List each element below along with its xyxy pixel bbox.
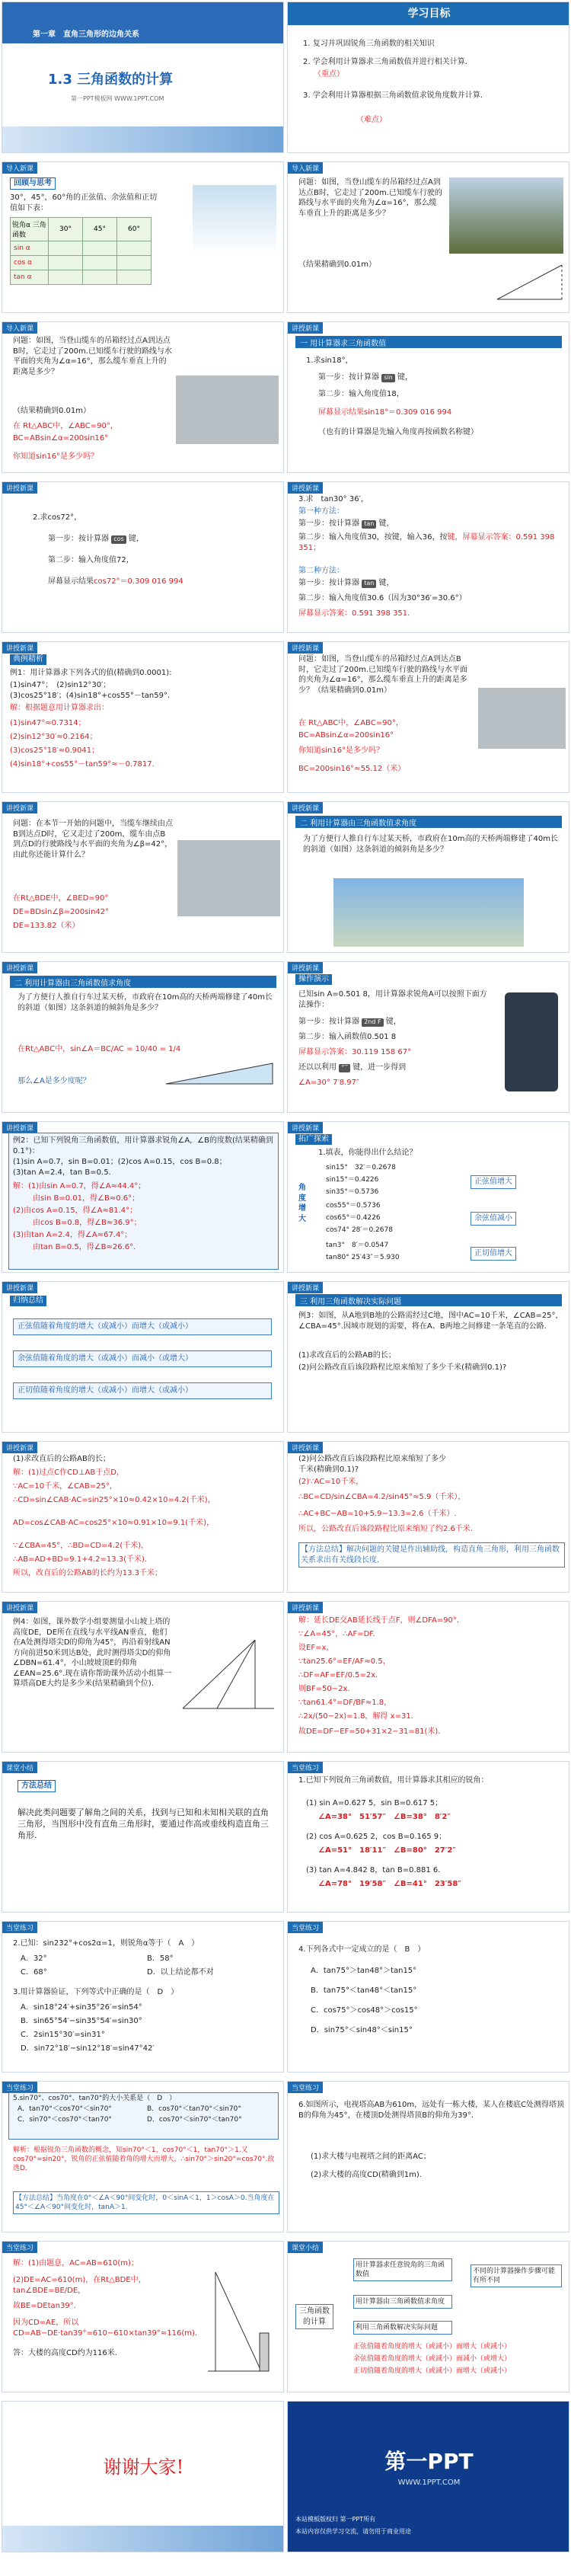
answer-3: 你知道sin16°是多少吗？ [298, 746, 384, 755]
step-1-text: 第一步：按计算器 [298, 1018, 359, 1026]
step-4: 所以，公路改直后该段路程比原来缩短了约2.6千米. [298, 1525, 474, 1533]
slide-16 [287, 1121, 569, 1273]
section-tag: 讲授新课 [288, 482, 323, 494]
ramp-diagram [162, 1057, 276, 1088]
problem-text: 为了方便行人推自行车过某天桥，市政府在10m高的天桥两端修建了40m长的斜道（如图）这条斜道的倾斜角是多少？ [303, 835, 558, 854]
answer-2: DE=BDsin∠β=200sin42° [13, 908, 110, 916]
slide-14 [287, 961, 569, 1113]
question-2: (3)cos25°18′；(4)sin18°+cos55°－tan59°. [10, 692, 171, 700]
section-tag: 讲授新课 [288, 1122, 323, 1133]
question-1: (1)求大楼与电视塔之间的距离AC； [311, 2153, 431, 2161]
section-tag: 当堂练习 [2, 2082, 37, 2093]
slide-13 [2, 961, 284, 1113]
answer-4: (4)sin18°+cos55°－tan59°≈－0.7817. [10, 760, 155, 769]
slide-29 [2, 2241, 284, 2392]
step-7: ∵tan61.4°=DF/BF≈1.8， [298, 1699, 392, 1707]
step-3-text: 还以以利用 [298, 1063, 337, 1072]
q2-a: A．32° [21, 1954, 47, 1963]
q3-c: C．2sin15°30′=sin31° [21, 2031, 105, 2039]
col-60: 60° [117, 218, 152, 241]
slide-11 [2, 801, 284, 953]
example: 例4：如图，课外数学小组要测量小山坡上塔的高度DE，DE所在直线与水平线AN垂直，他们在A处测得塔尖D的仰角为45°，再沿着射线AN方向前进50米到达B处，此时测得塔尖D的仰角∠DBN=61.4°，小山坡坡顶E的仰角∠EAN=25.6°.现在请你帮助课外活动小组算一算塔高DE大约是多少米(结果精确到个位). [13, 1618, 172, 1688]
slide-15 [2, 1121, 284, 1273]
a2: ∠A=51° 18′11″ ∠B=80° 27′2″ [318, 1846, 456, 1855]
slide-28 [287, 2081, 569, 2232]
row-tan: tan α [11, 270, 49, 285]
slide-7 [2, 481, 284, 633]
thanks-text: 谢谢大家! [103, 2456, 184, 2478]
option-a: A．tan70°＜cos70°＜sin70° [18, 2105, 112, 2113]
slide-5 [2, 321, 284, 473]
step-1-suffix: 键， [128, 535, 144, 543]
slope-diagram [493, 257, 566, 303]
row-sin: sin α [11, 241, 49, 256]
problem-text: 问题：如图，当登山缆车的吊箱经过点A到达点B时，它走过了200m.已知缆车行驶的路线与水平面的夹角为∠α=16°，那么缆车垂直上升的距离是多少？（结果精确到0.01m） [298, 655, 468, 695]
example: 例3：如图，从A地到B地的公路需经过C地，图中AC=10千米，∠CAB=25°，∠CBA=45°.因城市规划的需要，将在A、B两地之间修建一条笔直的公路. [298, 1312, 563, 1331]
question-1: (1)求改直后的公路AB的长； [298, 1351, 396, 1360]
q2: 2.已知：sin232°+cos2α=1，则锐角α等于（ A ） [13, 1939, 199, 1948]
question: (2)问公路改直后该段路程比原来缩短了多少千米(精确到0.1)? [298, 1455, 447, 1474]
method-2: 第二种方法： [298, 567, 344, 575]
side-label: 角度增大 [298, 1184, 306, 1223]
footer-wave [2, 2526, 284, 2552]
result [48, 577, 183, 587]
head-label: 归纳总结 [10, 1296, 46, 1306]
section-tag: 课堂小结 [288, 2242, 323, 2253]
question: 1.填表，你能得出什么结论？ [318, 1149, 417, 1157]
section-tag: 当堂练习 [2, 1922, 37, 1933]
q2-d: D．以上结论都不对 [147, 1968, 214, 1977]
step-title: 1.求sin18°， [306, 356, 353, 365]
option-c: C．cos75°＞cos48°＞cos15° [311, 2006, 418, 2015]
option-c: C．sin70°＜cos70°＜tan70° [18, 2116, 112, 2124]
slide-18 [287, 1281, 569, 1433]
step-3: ∴AC+BC−AB=10+5.9−13.3=2.6（千米）. [298, 1510, 457, 1518]
footer-1: 本站模板版权归 第一PPT所有 [295, 2516, 376, 2523]
step-3 [298, 1063, 406, 1073]
answer-1: 在Rt△BDE中，∠BED=90° [13, 894, 109, 903]
mountain-photo [177, 840, 280, 916]
value-4: cos55°＝0.5736 [326, 1202, 381, 1210]
m1-step-1-suffix: 键， [378, 519, 394, 528]
q3-a: A．sin18°24′+sin35°26′=sin54° [21, 2003, 142, 2012]
answer-4: BC=200sin16°≈55.12（米） [298, 765, 406, 773]
head-label: 方法总结 [18, 1780, 56, 1792]
answer-1 [18, 1044, 180, 1055]
head-label: 操作演示 [295, 974, 332, 985]
goal-2-note: （重点） [314, 70, 344, 78]
value-7: tan3° 8′＝0.0547 [326, 1242, 389, 1249]
brand: 第一PPT [384, 2449, 474, 2474]
method-note: 【方法总结】解决问题的关键是作出辅助线，构造直角三角形，利用三角函数关系求出有关线段长度. [298, 1542, 565, 1568]
section-tag: 讲授新课 [2, 1122, 37, 1133]
slide-19 [2, 1441, 284, 1593]
slide-6 [287, 321, 569, 473]
answer-intro: 解：根据题意用计算器求出： [10, 704, 109, 712]
fraction: BC/AC = 10/40 = 1/4 [100, 1045, 181, 1053]
answer-5: (3)由tan A=2.4，得∠A≈67.4°； [13, 1231, 132, 1239]
slide-3 [2, 161, 284, 313]
answer-3: (3)cos25°18′≈0.9041； [10, 746, 100, 755]
option-a: A．tan75°＞tan48°＞tan15° [311, 1967, 417, 1975]
section-tag: 讲授新课 [288, 1602, 323, 1613]
conclusion: 答：大楼的高度CD约为116米. [13, 2349, 117, 2357]
section-tag: 讲授新课 [288, 802, 323, 813]
mountain-photo [478, 688, 566, 749]
step-2: (2)DE=AC=610(m)，在Rt△BDE中，tan∠BDE=BE/DE， [13, 2276, 146, 2295]
lesson-title: 1.3 三角函数的计算 [48, 72, 174, 88]
question: (1)求改直后的公路AB的长； [13, 1455, 110, 1463]
step-title: 2.求cos72°， [33, 513, 82, 522]
precision-note: （结果精确到0.01m） [298, 260, 377, 269]
slide-30 [287, 2241, 569, 2392]
bridge-photo [333, 878, 524, 947]
value-6: cos74° 28′＝0.2678 [326, 1226, 393, 1234]
step-1 [48, 534, 144, 545]
step-2: 第二步：输入角度值18， [318, 390, 404, 398]
slide-27 [2, 2081, 284, 2232]
question: 1.已知下列锐角三角函数值，用计算器求其相应的锐角： [298, 1776, 489, 1785]
q3: 3.用计算器验证，下列等式中正确的是（ D ） [13, 1988, 179, 1996]
node-4: 利用三角函数解决实际问题 [353, 2321, 452, 2335]
step-2: 第二步：输入角度值72， [48, 556, 134, 564]
m2-step-1-text: 第一步：按计算器 [298, 579, 359, 587]
section-tag: 当堂练习 [288, 1762, 323, 1773]
q3-d: D．sin72°18′−sin12°18′=sin47°42′ [21, 2044, 155, 2053]
step-1: 解：(1)由题意，AC=AB=610(m)； [13, 2259, 139, 2268]
brand-url: WWW.1PPT.COM [397, 2479, 461, 2487]
a1: ∠A=38° 51′57″ ∠B=38° 8′2″ [318, 1813, 451, 1821]
step-1-suffix: 键， [385, 1018, 401, 1026]
intro: 30°，45°，60°角的正弦值、余弦值和正切值如下表： [10, 193, 158, 213]
section-tag: 导入新课 [288, 162, 323, 174]
step-3: ∴CD=sin∠CAB·AC=sin25°×10≈0.42×10=4.2(千米)， [13, 1496, 215, 1504]
slide-21 [2, 1601, 284, 1753]
step-2: ∴BC=CD/sin∠CBA=4.2/sin45°≈5.9（千米）， [298, 1493, 466, 1501]
step-5: ∵∠CBA=45°，∴BD=CD=4.2(千米)， [13, 1542, 149, 1550]
step-4: ∵tan25.6°=EF/AF≈0.5， [298, 1657, 391, 1666]
section-tag: 讲授新课 [2, 1442, 37, 1453]
m1-step-1 [298, 519, 394, 529]
section-tag: 讲授新课 [2, 802, 37, 813]
calculator-image [505, 992, 558, 1091]
answer-1: 解：(1)由sin A=0.7，得∠A≈44.4°； [13, 1182, 146, 1191]
tower-diagram [179, 1632, 278, 1716]
section-tag: 讲授新课 [288, 1282, 323, 1293]
head-label: 典例精析 [10, 654, 46, 665]
rule-2: 余弦值随着角度的增大（或减小）而减小（或增大） [18, 1354, 193, 1363]
question-2: (3)tan A=2.4，tan B=0.5. [13, 1168, 111, 1177]
result-label: 屏幕显示结果 [48, 577, 94, 586]
step-6: ∴AB=AD+BD=9.1+4.2=13.3(千米). [13, 1555, 148, 1564]
decor-image [193, 185, 276, 254]
section-bar: 一 用计算器求三角函数值 [295, 336, 562, 348]
answer-2: (2)sin12°30′≈0.2164； [10, 733, 97, 741]
section-tag: 讲授新课 [288, 962, 323, 973]
row-cos: cos α [11, 256, 49, 270]
section-tag: 导入新课 [2, 162, 37, 174]
slide-25 [2, 1921, 284, 2073]
question: 4.下列各式中一定成立的是（ B ） [298, 1945, 426, 1954]
step-2: ∵AC=10千米，∠CAB=25°， [13, 1482, 117, 1491]
section-tag: 讲授新课 [288, 322, 323, 334]
col-45: 45° [83, 218, 117, 241]
section-tag: 当堂练习 [288, 2082, 323, 2093]
chapter-label: 第一章 直角三角形的边角关系 [33, 30, 139, 39]
question: 5.sin70°、cos70°、tan70°的大小关系是（ D ） [13, 2095, 177, 2102]
tan-key: tan [362, 520, 376, 529]
value-2: sin15°＝0.4226 [326, 1176, 379, 1184]
step-2: 第二步：输入函数值0.501 8 [298, 1033, 397, 1041]
q3-b: B．sin65°54′−sin35°54′=sin30° [21, 2017, 142, 2025]
problem-text: 问题：在本节一开始的问题中，当缆车继续由点B到达点D时，它又走过了200m，缆车由点B到点D的行驶路线与水平面的夹角为∠β=42°，由此你还能计算什么？ [13, 820, 173, 859]
section-tag: 当堂练习 [2, 2242, 37, 2253]
answer-question: 你知道sin16°是多少吗？ [13, 452, 99, 461]
example: 例2：已知下列锐角三角函数值，用计算器求锐角∠A，∠B的度数(结果精确到0.1°)： [13, 1136, 273, 1155]
q2-c: C．68° [21, 1968, 47, 1977]
slide-23 [2, 1761, 284, 1913]
section-bar: 二 利用计算器由三角函数值求角度 [10, 976, 276, 988]
slide-20 [287, 1441, 569, 1593]
slide-24 [287, 1761, 569, 1913]
slide-31 [2, 2401, 284, 2552]
problem: 6.如图所示，电视塔高AB为610m，远处有一栋大楼，某人在楼底C处测得塔顶B的仰角为45°，在楼顶D处测得塔顶B的仰角为39°. [298, 2101, 565, 2120]
problem-text: 问题：如图，当登山缆车的吊箱经过点A到达点B时，它走过了200m.已知缆车行驶的路线与水平面的夹角为∠α=16°，那么缆车垂直上升的距离是多少？ [298, 178, 442, 218]
step-3: 故BE=DEtan39°. [13, 2302, 76, 2310]
answer-1-text: 在Rt△ABC中，sin∠A＝ [18, 1045, 101, 1053]
question-1: (1)sin A=0.7，sin B=0.01；(2)cos A=0.15，cos B=0.8； [13, 1158, 227, 1166]
value-5: cos65°＝0.4226 [326, 1214, 381, 1222]
tv-tower-diagram [200, 2264, 276, 2379]
node-3: 不同的计算器操作步骤可能有所不同 [471, 2264, 562, 2287]
section-tag: 导入新课 [2, 322, 37, 334]
footer-2: 本站内容仅供学习交流，请勿用于商业用途 [295, 2528, 411, 2535]
section-tag: 讲授新课 [288, 1442, 323, 1453]
result: 屏幕显示答案：30.119 158 67° [298, 1048, 412, 1056]
q1: (1) sin A=0.627 5，sin B=0.617 5； [306, 1799, 443, 1807]
slide-17 [2, 1281, 284, 1433]
m2-step-2: 第二步：输入角度值30.6（因为30°36′=30.6°） [298, 594, 467, 602]
section-bar: 三 利用三角函数解决实际问题 [295, 1294, 562, 1306]
slide-12 [287, 801, 569, 953]
answer-6: 由tan B=0.5，得∠B≈26.6°. [33, 1243, 136, 1251]
step-1 [298, 1017, 401, 1028]
answer-1: (1)sin47°≈0.7314； [10, 719, 86, 727]
section-tag: 讲授新课 [288, 642, 323, 654]
summary-2: 余弦值随着角度的增大（或减小）而减小（或增大） [353, 2355, 512, 2363]
conclusion-tan: 正切值增大 [471, 1247, 516, 1261]
step-1: 解：延长DE交AB延长线于点F，则∠DFA=90°. [298, 1616, 460, 1625]
summary-3: 正切值随着角度的增大（或减小）而增大（或减小） [353, 2367, 512, 2375]
result-value: cos72°＝0.309 016 994 [94, 577, 183, 586]
section-tag: 课堂小结 [2, 1762, 37, 1773]
m2-step-1-suffix: 键， [378, 579, 394, 587]
q2: (2) cos A=0.625 2，cos B=0.165 9； [306, 1833, 447, 1841]
step-1 [318, 372, 413, 383]
col-30: 30° [49, 218, 83, 241]
m2-result: 屏幕显示答案：0.591 398 351. [298, 609, 410, 618]
slide-26 [287, 1921, 569, 2073]
mountain-photo [176, 376, 279, 444]
summary-1: 正弦值随着角度的增大（或减小）而增大（或减小） [353, 2343, 512, 2351]
section-tag: 讲授新课 [2, 642, 37, 654]
sin-key: sin [381, 374, 394, 382]
answer-3: DE=133.82（米） [13, 922, 80, 930]
step-8: ∴2x/(50−2x)=1.8，解得 x=31. [298, 1712, 413, 1721]
tan-key-2: tan [362, 580, 376, 588]
step-7: 所以，改直后的公路AB的长约为13.3千米； [13, 1569, 162, 1577]
step-4: AD=cos∠CAB·AC=cos25°×10≈0.91×10=9.1(千米)， [13, 1519, 215, 1527]
slide-4 [287, 161, 569, 313]
explanation: 解析：根据锐角三角函数的概念，知sin70°＜1，cos70°＜1，tan70°＞1.又cos70°=sin20°，锐角的正弦值随着角的增大而增大，∴sin70°＞sin20°=cos70°.故选D. [13, 2146, 275, 2173]
step-9: 故DE=DF−EF=50+31×2−31=81(米). [298, 1727, 441, 1736]
cos-key: cos [111, 535, 126, 544]
rule-1: 正弦值随着角度的增大（或减小）而增大（或减小） [18, 1322, 193, 1331]
m1-step-2-tail: 键，屏幕显示答案：0.591 398 351； [298, 533, 555, 552]
step-1-suffix: 键， [397, 373, 413, 382]
step-1-text: 第一步：按计算器 [48, 535, 109, 543]
m1-step-2 [298, 532, 565, 553]
m2-step-1 [298, 578, 394, 589]
head-label: 拓广探索 [295, 1134, 332, 1145]
slide-9 [2, 641, 284, 793]
goal-3: 3. 学会利用计算器根据三角函数值求锐角度数并计算. [303, 91, 483, 100]
subtitle: 第一PPT模板网 WWW.1PPT.COM [71, 95, 164, 102]
cable-car-photo [449, 177, 563, 254]
rule-3: 正切值随着角度的增大（或减小）而增大（或减小） [18, 1386, 193, 1395]
trig-table [10, 217, 152, 285]
answer-line-1: 在 Rt△ABC中，∠ABC=90°， [13, 422, 118, 430]
answer-line-2: BC=ABsin∠α=200sin16° [13, 434, 109, 443]
step-4: 因为CD=AE，所以CD=AB−DE·tan39°=610−610×tan39°≈116(m). [13, 2319, 198, 2338]
dms-key[interactable]: °′″ [339, 1064, 350, 1072]
value-8: tan80° 25′43″＝5.930 [326, 1254, 400, 1261]
final-result: ∠A=30° 7′8.97″ [298, 1079, 359, 1087]
remark: （也有的计算器是先输入角度再按函数名称键） [318, 428, 478, 436]
intro: 已知sin A=0.501 8，用计算器求锐角A可以按照下面方法操作： [298, 990, 487, 1009]
example: 例1：用计算器求下列各式的值(精确到0.0001): [10, 669, 172, 677]
conclusion-sin: 正弦值增大 [471, 1175, 516, 1189]
step-1: 解：(1)过点C作CD⊥AB于点D， [13, 1469, 124, 1477]
result: 屏幕显示结果sin18°＝0.309 016 994 [318, 408, 452, 417]
step-1-text: 第一步：按计算器 [318, 373, 379, 382]
head-label: 回顾与思考 [10, 177, 56, 190]
value-3: sin35°＝0.5736 [326, 1188, 379, 1196]
step-6: 则BF=50−2x. [298, 1685, 350, 1693]
problem-text: 问题：如图，当登山缆车的吊箱经过点A到达点B时，它走过了200m.已知缆车行驶的路线与水平面的夹角为∠α=16°，那么缆车垂直上升的距离是多少？ [13, 337, 172, 376]
question-2: (2)求大楼的高度CD(精确到1m). [311, 2171, 422, 2179]
m1-step-1-text: 第一步：按计算器 [298, 519, 359, 528]
node-1: 用计算器求任意锐角的三角函数值 [353, 2258, 452, 2281]
m1-step-2-mid: 键，输入36，按 [391, 533, 448, 542]
slide-8 [287, 481, 569, 633]
option-b: B．cos70°＜tan70°＜sin70° [147, 2105, 241, 2113]
step-3-suffix: 键，进一步得到 [352, 1063, 407, 1072]
step-3: 设EF=x， [298, 1644, 334, 1652]
precision-note: （结果精确到0.01m） [13, 407, 91, 415]
node-2: 用计算器由三角函数值求角度 [353, 2295, 452, 2309]
method-1: 第一种方法： [298, 507, 344, 516]
option-d: D．cos70°＜sin70°＜tan70° [147, 2116, 242, 2124]
q3: (3) tan A=4.842 8，tan B=0.881 6. [306, 1866, 441, 1874]
footer-wave [2, 126, 284, 152]
answer-1: 在 Rt△ABC中，∠ABC=90°， [298, 719, 404, 727]
step-1: (2)∵AC=10千米， [298, 1478, 364, 1486]
step-2: ∵∠A=45°，∴AF=DF. [298, 1630, 375, 1638]
slide-22 [287, 1601, 569, 1753]
slide-1 [2, 2, 284, 153]
q2-b: B．58° [147, 1954, 174, 1963]
section-tag: 讲授新课 [2, 482, 37, 494]
option-b: B．tan75°＜tan48°＜tan15° [311, 1986, 417, 1995]
section-tag: 当堂练习 [288, 1922, 323, 1933]
value-1: sin15° 32′＝0.2678 [326, 1164, 396, 1171]
goal-3-note: （难点） [356, 116, 387, 124]
summary-text: 解决此类问题要了解角之间的关系，找到与已知和未知相关联的直角三角形，当图形中没有直角三角形时，要通过作高或垂线构造直角三角形. [18, 1807, 269, 1840]
question-1: (1)sin47°； (2)sin12°30′； [10, 681, 111, 689]
section-tag: 讲授新课 [2, 1602, 37, 1613]
goal-2: 2. 学会利用计算器求三角函数值并进行相关计算. [303, 58, 467, 66]
slide-10 [287, 641, 569, 793]
answer-2: 由sin B=0.01，得∠B≈0.6°； [33, 1194, 140, 1203]
2ndf-key: 2nd F [362, 1018, 383, 1027]
slide-2 [287, 2, 569, 153]
goal-1: 1. 复习并巩固锐角三角函数的相关知识 [303, 40, 435, 48]
section-tag: 讲授新课 [2, 962, 37, 973]
option-d: D．sin75°＜sin48°＜sin15° [311, 2026, 413, 2034]
header-title: 学习目标 [407, 8, 451, 20]
answer-3: (2)由cos A=0.15，得∠A≈81.4°； [13, 1207, 138, 1215]
answer-question: 那么∠A是多少度呢？ [18, 1077, 91, 1085]
method-note: 【方法总结】当角度在0°＜∠A＜90°间变化时，0＜sinA＜1，1＞cosA＞0.当角度在45°＜∠A＜90°间变化时，tanA＞1. [13, 2191, 279, 2214]
a3: ∠A=78° 19′58″ ∠B=41° 23′58″ [318, 1880, 461, 1888]
table-corner: 锐角α 三角函数 [11, 218, 49, 241]
center-node: 三角函数的计算 [295, 2304, 333, 2329]
answer-2: BC=ABsin∠α=200sin16° [298, 731, 394, 740]
conclusion-cos: 余弦值减小 [471, 1212, 516, 1226]
question-2: (2)问公路改直后该段路程比原来缩短了多少千米(精确到0.1)? [298, 1363, 507, 1372]
answer-4: 由cos B=0.8，得∠B≈36.9°； [33, 1219, 142, 1227]
section-bar: 二 利用计算器由三角函数值求角度 [295, 816, 562, 828]
slide-32 [287, 2401, 569, 2552]
step-title: 3.求 tan30° 36′， [298, 495, 368, 503]
m1-step-2-text: 第二步：输入角度值30，按 [298, 533, 392, 542]
section-tag: 讲授新课 [2, 1282, 37, 1293]
step-5: ∴DF=AF=EF/0.5=2x. [298, 1671, 378, 1680]
problem-text: 为了方便行人推自行车过某天桥，市政府在10m高的天桥两端修建了40m长的斜道（如图）这条斜道的倾斜角是多少？ [18, 993, 273, 1012]
